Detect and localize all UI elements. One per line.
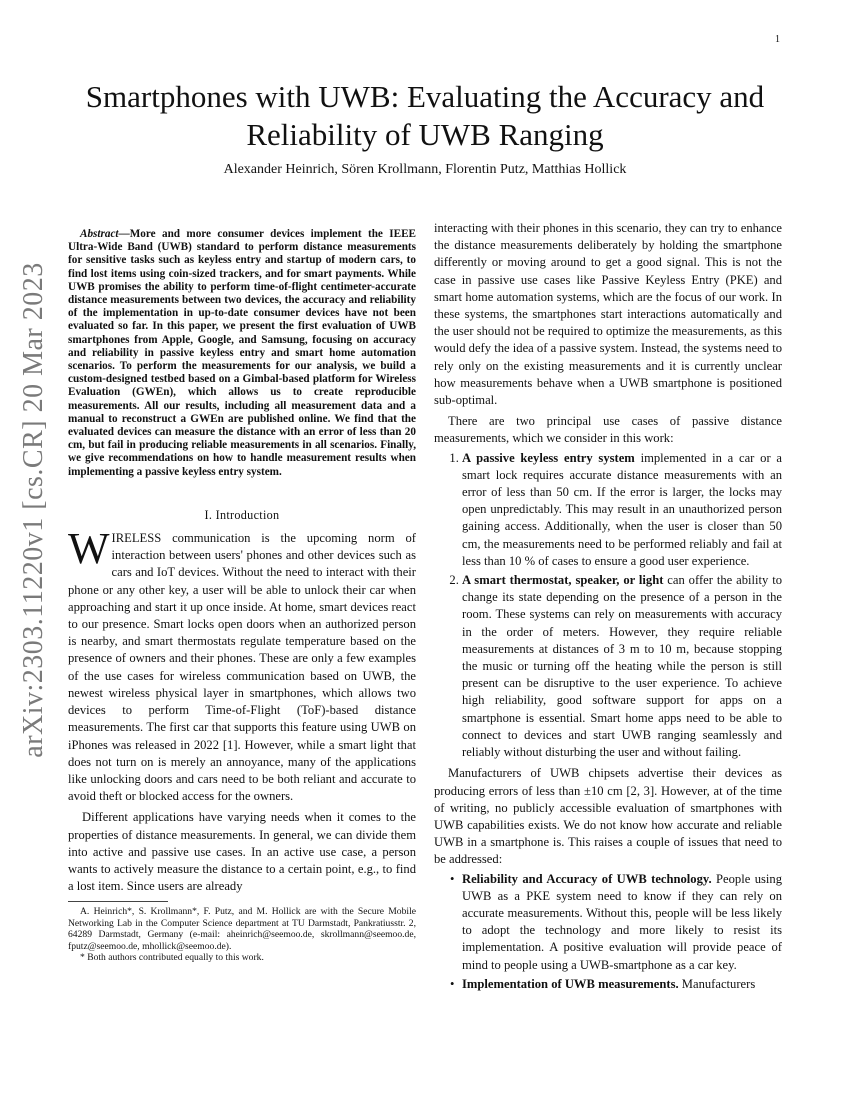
use-case-title: A smart thermostat, speaker, or light — [462, 573, 664, 588]
intro-paragraph-1-text: IRELESS communication is the upcoming norm of interaction between users' phones and other devices such as cars and IoT devices. Without the need to interact with their phone or any other key, a user will be able to unlock their car when approaching and start it up once inside. At home, smart devices react to our presence. Smart locks open doors when an authorized person is nearby, and smart thermostats regulate temperature based on the presence of owners and their phones. These are only a few examples of the use cases for wireless communication based on UWB, the newest wireless physical layer in smartphones, which allows two devices to perform Time-of-Flight (ToF)-based distance measurements. The first car that supports this feature using UWB on iPhones was released in 2022 [1]. However, while a smart light that does not turn on is merely an annoyance, many of the applications like unlocking doors and cars need to be both reliant and accurate to avoid theft or blocked access for the owners. — [68, 531, 416, 804]
issue-title: Reliability and Accuracy of UWB technology. — [462, 871, 712, 886]
right-paragraph-3: Manufacturers of UWB chipsets advertise their devices as producing errors of less than ±10 cm [2, 3]. However, at of the time of writing, no publicly accessible evaluation of smartphones with UWB capabilities exists. We do not know how accurate and reliable UWB in a smartphone is. This raises a couple of issues that need to be addressed: — [434, 766, 782, 867]
issue-item — [462, 871, 782, 974]
section-heading-introduction: I. Introduction — [204, 507, 280, 522]
issue-title: Implementation of UWB measurements. — [462, 976, 679, 991]
use-case-item — [462, 572, 782, 761]
abstract — [68, 228, 416, 479]
use-case-title: A passive keyless entry system — [462, 450, 635, 465]
use-case-list — [434, 450, 782, 762]
issue-text: People using UWB as a PKE system need to know if they can rely on accurate measurements. Without this, people will be less likely to adopt the technology and more likely to resist its implementation. A positive evaluation will provide peace of mind to people using a UWB-smartphone as a car key. — [462, 871, 782, 972]
use-case-text: can offer the ability to change its state depending on the presence of a person in the room. These systems can rely on measurements with accuracy in the order of meters. However, they require reliable measurements at distances of 3 m to 10 m, because stopping the music or turning off the heating while the person is still present can be disruptive to the user experience. To achieve high reliability, good software support for apps on a smartphone is essential. Smart home apps need to be able to connect to devices and start UWB ranging seamlessly and reliably without disturbing the user and without failing. — [462, 573, 782, 760]
issue-list — [434, 871, 782, 993]
left-column — [68, 220, 416, 963]
footnote-equal-contribution: * Both authors contributed equally to this work. — [80, 951, 264, 963]
intro-paragraph-1 — [68, 524, 416, 805]
right-paragraph-1: interacting with their phones in this scenario, they can try to enhance the distance measurements deliberately by holding the smartphone differently or moving around to get a good signal. This is not the case in passive use cases like Passive Keyless Entry (PKE) and smart home automation systems, which are the focus of our work. In these systems, the smartphones start interactions automatically and the user should not be required to optimize the measurements, as this would defy the idea of a passive system. Instead, the systems need to rely only on the existing measurements and it is currently unclear how measurements behave when a UWB smartphone is positioned sub-optimal. — [434, 221, 782, 408]
author-list: Alexander Heinrich, Sören Krollmann, Florentin Putz, Matthias Hollick — [223, 162, 627, 177]
abstract-text: —More and more consumer devices implement the IEEE Ultra-Wide Band (UWB) standard to perform distance measurements for sensitive tasks such as keyless entry and startup of modern cars, to find lost items using coin-sized trackers, and for smart payments. While UWB promises the ability to perform time-of-flight centimeter-accurate distance measurements between two devices, the accuracy and reliability of the implementation in up-to-date consumer devices have not been evaluated so far. In this paper, we present the first evaluation of UWB smartphones from Apple, Google, and Samsung, focusing on accuracy and reliability in passive keyless entry and smart home automation scenarios. To perform the measurements for our analysis, we build a custom-designed testbed based on a Gimbal-based platform for Wireless Evaluation (GWEn), which allows us to create reproducible measurements. All our results, including all measurement data and a manual to reconstruct a GWEn are published online. We find that the evaluated devices can measure the distance with an error of less than 20 cm, but fail in producing reliable measurements in all scenarios. Finally, we give recommendations on how to handle measurement results when implementing a passive keyless entry system. — [68, 228, 416, 478]
drop-cap: W — [68, 524, 110, 574]
arxiv-stamp — [6, 262, 61, 758]
footnote — [68, 906, 416, 963]
use-case-item — [462, 450, 782, 570]
issue-text: Manufacturers — [678, 976, 756, 991]
page-number: 1 — [775, 34, 780, 45]
footnote-rule — [68, 901, 168, 902]
right-column — [434, 220, 782, 997]
paper-title: Smartphones with UWB: Evaluating the Accuracy and Reliability of UWB Ranging — [85, 79, 765, 152]
intro-paragraph-2: Different applications have varying needs when it comes to the properties of distance measurements. In general, we can divide them into active and passive use cases. In an active use case, a person wants to actively measure the distance to a certain point, e.g., to find a lost item. Since users are already — [68, 810, 416, 894]
arxiv-id: arXiv:2303.11220v1 [cs.CR] 20 Mar 2023 — [17, 262, 49, 758]
use-case-text: implemented in a car or a smart lock requires accurate distance measurements with an error of less than 50 cm. If the error is larger, the locks may open unpredictably. This may result in an unauthorized person gaining access. Additionally, when the user is closer than 50 cm, the measurements need to be performed reliably and fail at less than 10 % of cases to ensure a good user experience. — [462, 450, 782, 568]
abstract-label: Abstract — [80, 228, 119, 240]
issue-item — [462, 976, 782, 993]
right-paragraph-2: There are two principal use cases of passive distance measurements, which we consider in this work: — [434, 414, 782, 446]
footnote-affiliation: A. Heinrich*, S. Krollmann*, F. Putz, and M. Hollick are with the Secure Mobile Networking Lab in the Computer Science department at TU Darmstadt, Pankratiusstr. 2, 64289 Darmstadt, Germany (e-mail: aheinrich@seemoo.de, skrollmann@seemoo.de, fputz@seemoo.de, mhollick@seemoo.de). — [68, 906, 416, 952]
